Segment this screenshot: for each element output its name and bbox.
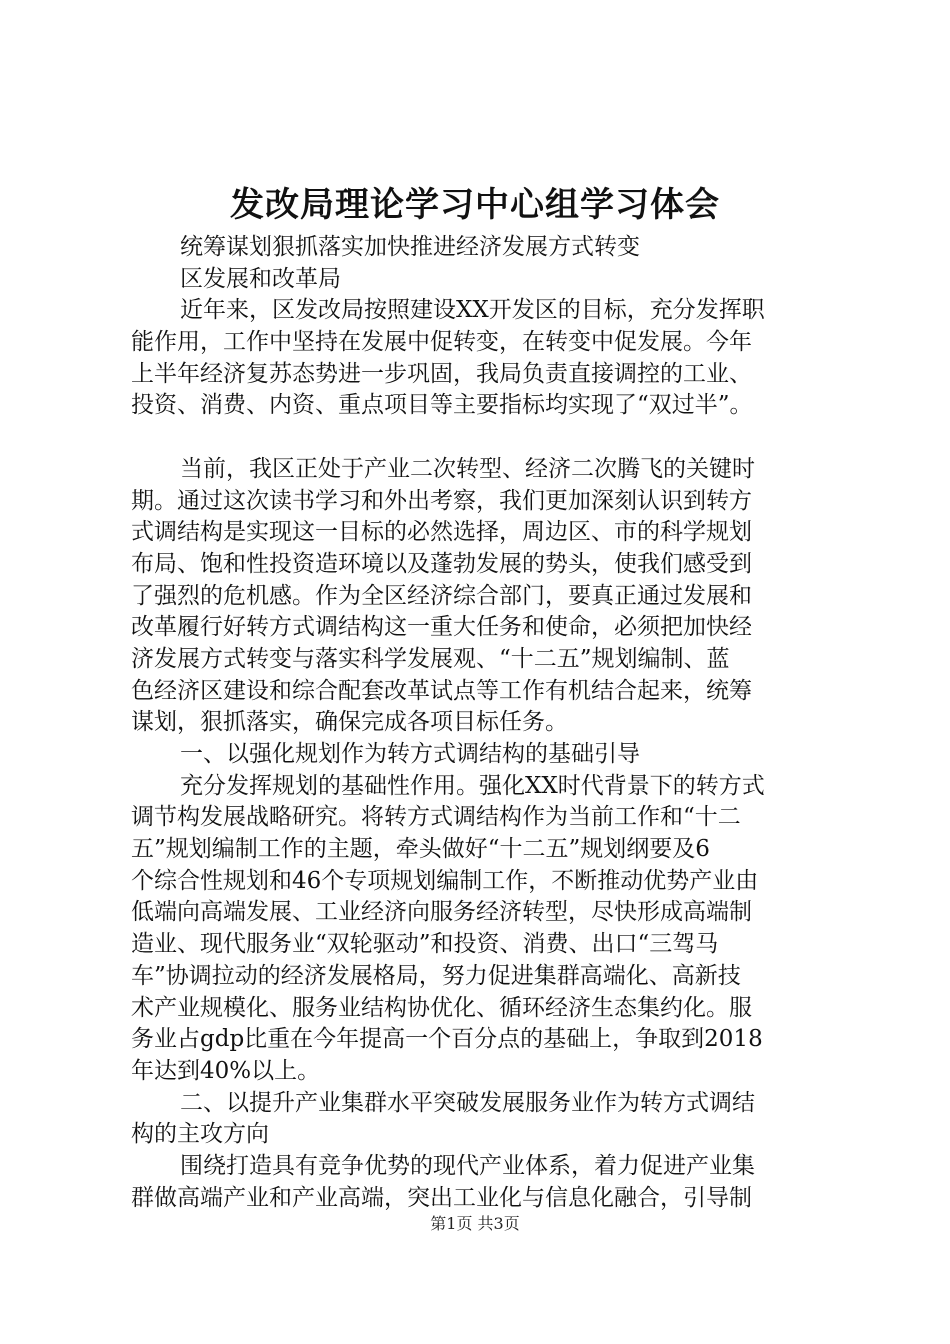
paragraph-line: 当前，我区正处于产业二次转型、经济二次腾飞的关键时	[180, 455, 755, 482]
paragraph-line: 车”协调拉动的经济发展格局，努力促进集群高端化、高新技	[131, 962, 741, 989]
paragraph-line: 投资、消费、内资、重点项目等主要指标均实现了“双过半”。	[131, 392, 753, 419]
paragraph-line: 五”规划编制工作的主题，牵头做好“十二五”规划纲要及6	[131, 836, 710, 863]
paragraph-line: 低端向高端发展、工业经济向服务经济转型，尽快形成高端制	[131, 899, 752, 926]
paragraph-line: 务业占gdp比重在今年提高一个百分点的基础上，争取到2018	[131, 1026, 763, 1053]
paragraph-line: 济发展方式转变与落实科学发展观、“十二五”规划编制、蓝	[131, 645, 730, 672]
paragraph-line: 调节构发展战略研究。将转方式调结构作为当前工作和“十二	[131, 804, 741, 831]
paragraph-line: 能作用，工作中坚持在发展中促转变，在转变中促发展。今年	[131, 329, 752, 356]
section-heading-2-continued: 构的主攻方向	[131, 1121, 269, 1148]
paragraph-line: 布局、饱和性投资造环境以及蓬勃发展的势头，使我们感受到	[131, 550, 752, 577]
paragraph-line: 围绕打造具有竞争优势的现代产业体系，着力促进产业集	[180, 1152, 755, 1179]
paragraph-line: 群做高端产业和产业高端，突出工业化与信息化融合，引导制	[131, 1184, 752, 1211]
paragraph-line: 色经济区建设和综合配套改革试点等工作有机结合起来，统筹	[131, 677, 752, 704]
paragraph-line: 式调结构是实现这一目标的必然选择，周边区、市的科学规划	[131, 519, 752, 546]
paragraph-line: 术产业规模化、服务业结构协优化、循环经济生态集约化。服	[131, 994, 752, 1021]
paragraph-line: 造业、现代服务业“双轮驱动”和投资、消费、出口“三驾马	[131, 931, 719, 958]
paragraph-line: 年达到40%以上。	[131, 1057, 321, 1084]
section-heading-1: 一、以强化规划作为转方式调结构的基础引导	[180, 741, 640, 767]
paragraph-line: 了强烈的危机感。作为全区经济综合部门，要真正通过发展和	[131, 582, 752, 609]
page-number-footer: 第1页 共3页	[430, 1214, 520, 1233]
paragraph-line: 期。通过这次读书学习和外出考察，我们更加深刻认识到转方	[131, 487, 752, 514]
paragraph-line: 充分发挥规划的基础性作用。强化XX时代背景下的转方式	[180, 772, 765, 799]
paragraph-gap	[131, 422, 831, 454]
paragraph-line: 改革履行好转方式调结构这一重大任务和使命，必须把加快经	[131, 614, 752, 641]
paragraph-line: 上半年经济复苏态势进一步巩固，我局负责直接调控的工业、	[131, 360, 752, 387]
paragraph-line: 个综合性规划和46个专项规划编制工作，不断推动优势产业由	[131, 867, 759, 894]
document-body	[131, 232, 831, 1214]
paragraph-line: 谋划，狠抓落实，确保完成各项目标任务。	[131, 709, 568, 736]
document-title: 发改局理论学习中心组学习体会	[230, 185, 720, 225]
author-line: 区发展和改革局	[180, 265, 341, 292]
subtitle-line: 统筹谋划狠抓落实加快推进经济发展方式转变	[180, 234, 640, 260]
section-heading-2: 二、以提升产业集群水平突破发展服务业作为转方式调结	[180, 1089, 755, 1116]
paragraph-line: 近年来，区发改局按照建设XX开发区的目标，充分发挥职	[180, 297, 765, 324]
